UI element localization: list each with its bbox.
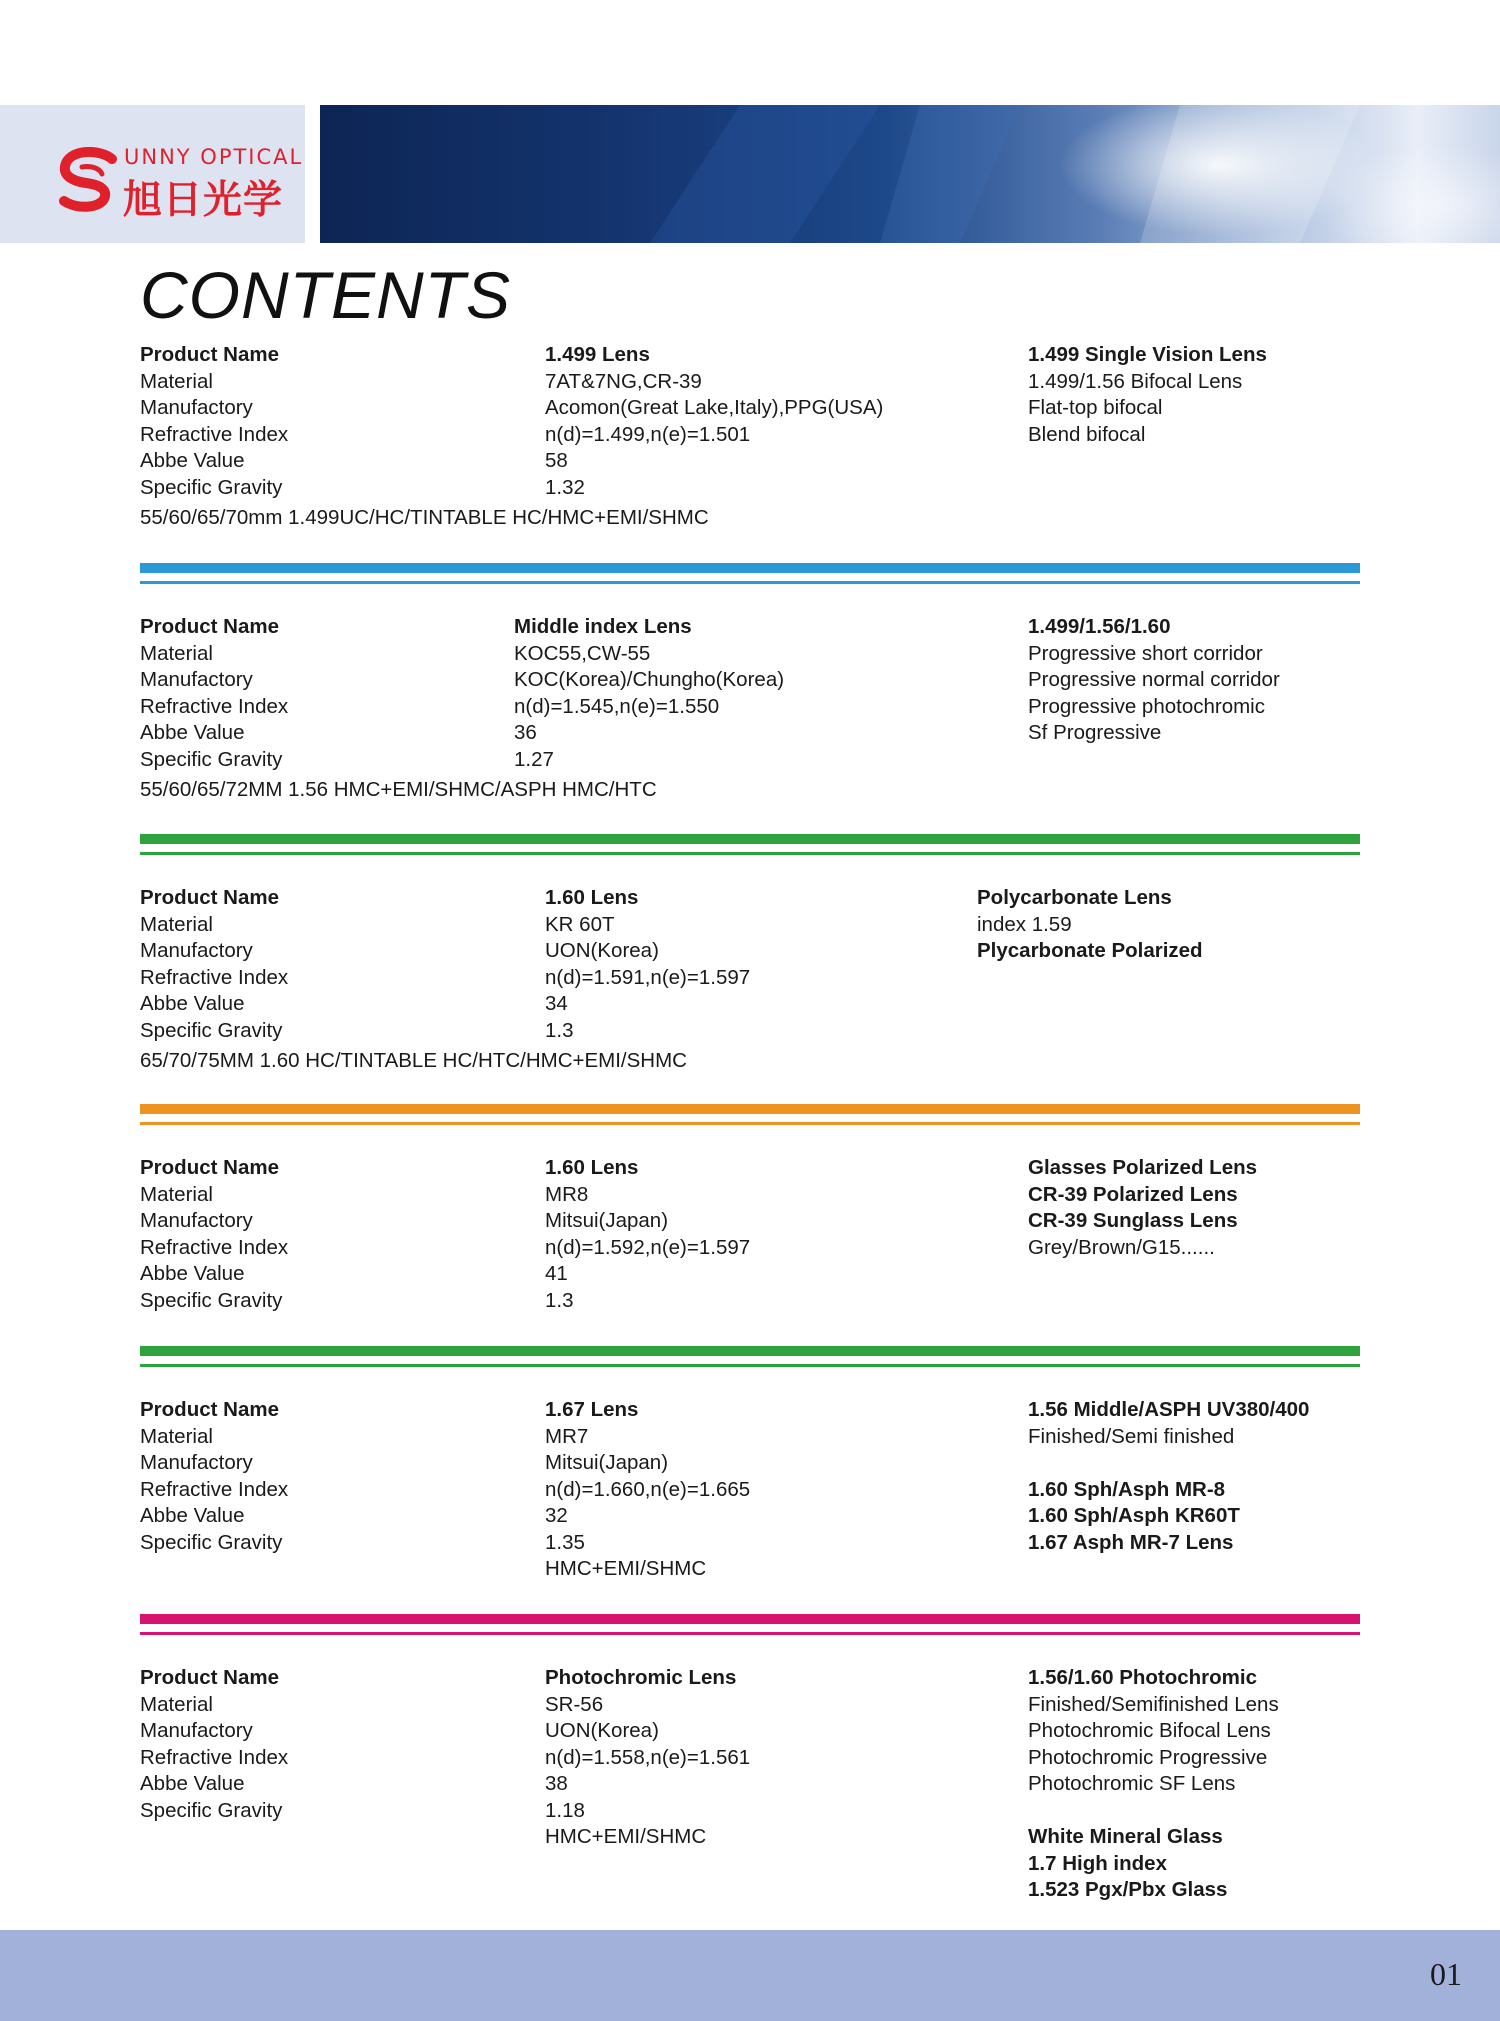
product-item: CR-39 Sunglass Lens [1028, 1209, 1238, 1232]
label-material: Material [140, 641, 213, 665]
value-product-name: Photochromic Lens [545, 1666, 737, 1689]
value-material: KOC55,CW-55 [514, 641, 651, 665]
product-item: Sf Progressive [1028, 721, 1162, 744]
product-item: Flat-top bifocal [1028, 396, 1163, 419]
value-manufactory: UON(Korea) [545, 939, 659, 962]
value-manufactory: UON(Korea) [545, 1719, 659, 1742]
value-refractive-index: n(d)=1.545,n(e)=1.550 [514, 694, 720, 718]
product-item: 1.60 Sph/Asph KR60T [1028, 1504, 1240, 1527]
section-divider [140, 1614, 1360, 1624]
banner-light-graphic [320, 105, 1500, 243]
value-specific-gravity: 1.27 [514, 747, 554, 771]
lens-section-167 [140, 1397, 1360, 1597]
value-abbe-value: 36 [514, 721, 537, 744]
product-list [1028, 1397, 1309, 1556]
value-specific-gravity: 1.35 [545, 1530, 585, 1554]
label-specific-gravity: Specific Gravity [140, 1018, 283, 1042]
product-item: Glasses Polarized Lens [1028, 1156, 1258, 1179]
spec-labels [140, 1155, 288, 1314]
label-material: Material [140, 1424, 213, 1448]
product-item: CR-39 Polarized Lens [1028, 1182, 1238, 1206]
brand-name-cn: 旭日光学 [123, 178, 284, 223]
product-item: 1.60 Sph/Asph MR-8 [1028, 1477, 1226, 1501]
value-manufactory: Mitsui(Japan) [545, 1209, 669, 1232]
label-manufactory: Manufactory [140, 668, 253, 691]
product-item: 1.56/1.60 Photochromic [1028, 1666, 1258, 1689]
product-list [1028, 1665, 1279, 1904]
spec-values [545, 1155, 750, 1314]
value-product-name: 1.67 Lens [545, 1398, 639, 1421]
product-list [977, 885, 1203, 965]
page-title: CONTENTS [140, 258, 511, 332]
value-abbe-value: 38 [545, 1772, 568, 1795]
value-abbe-value: 58 [545, 449, 568, 472]
page-number: 01 [1430, 1956, 1462, 1992]
product-item: Finished/Semi finished [1028, 1424, 1235, 1448]
spec-footer: 55/60/65/72MM 1.56 HMC+EMI/SHMC/ASPH HMC/HTC [140, 778, 657, 801]
product-item: Progressive normal corridor [1028, 668, 1280, 691]
label-product-name: Product Name [140, 1666, 279, 1689]
label-abbe-value: Abbe Value [140, 1772, 245, 1795]
value-manufactory: KOC(Korea)/Chungho(Korea) [514, 668, 785, 691]
product-item: 1.7 High index [1028, 1851, 1167, 1875]
label-specific-gravity: Specific Gravity [140, 747, 283, 771]
section-divider [140, 1346, 1360, 1356]
value-refractive-index: n(d)=1.499,n(e)=1.501 [545, 422, 751, 446]
label-refractive-index: Refractive Index [140, 965, 289, 989]
spec-labels [140, 614, 288, 773]
lens-section-photochromic [140, 1665, 1360, 1901]
section-divider [140, 563, 1360, 573]
brand-name-en: UNNY OPTICAL [124, 145, 304, 169]
product-item: 1.499 Single Vision Lens [1028, 343, 1267, 366]
label-refractive-index: Refractive Index [140, 1745, 289, 1769]
logo [0, 105, 305, 243]
product-item: Progressive short corridor [1028, 641, 1263, 665]
product-item: Progressive photochromic [1028, 694, 1265, 718]
value-material: KR 60T [545, 912, 615, 936]
label-product-name: Product Name [140, 343, 279, 366]
spec-values [545, 342, 883, 501]
value-specific-gravity: 1.18 [545, 1798, 585, 1822]
product-item: 1.523 Pgx/Pbx Glass [1028, 1878, 1228, 1901]
label-refractive-index: Refractive Index [140, 694, 289, 718]
value-specific-gravity: 1.3 [545, 1288, 574, 1312]
value-product-name: 1.60 Lens [545, 1156, 639, 1179]
lens-section-middle-index [140, 614, 1360, 814]
value-specific-gravity: 1.32 [545, 475, 585, 499]
spec-labels [140, 1665, 288, 1824]
product-item: 1.56 Middle/ASPH UV380/400 [1028, 1398, 1310, 1421]
value-material: MR8 [545, 1182, 589, 1206]
label-product-name: Product Name [140, 886, 279, 909]
product-item: White Mineral Glass [1028, 1825, 1223, 1848]
value-product-name: 1.499 Lens [545, 343, 650, 366]
label-specific-gravity: Specific Gravity [140, 1288, 283, 1312]
value-abbe-value: 32 [545, 1504, 568, 1527]
product-list [1028, 614, 1280, 747]
value-refractive-index: n(d)=1.591,n(e)=1.597 [545, 965, 751, 989]
spec-values [545, 885, 750, 1044]
product-item: Polycarbonate Lens [977, 886, 1172, 909]
label-specific-gravity: Specific Gravity [140, 475, 283, 499]
header [0, 105, 1500, 243]
label-manufactory: Manufactory [140, 1719, 253, 1742]
product-item: Blend bifocal [1028, 422, 1146, 446]
label-refractive-index: Refractive Index [140, 1235, 289, 1259]
label-abbe-value: Abbe Value [140, 1262, 245, 1285]
label-refractive-index: Refractive Index [140, 422, 289, 446]
value-refractive-index: n(d)=1.592,n(e)=1.597 [545, 1235, 751, 1259]
label-abbe-value: Abbe Value [140, 992, 245, 1015]
value-material: MR7 [545, 1424, 589, 1448]
label-specific-gravity: Specific Gravity [140, 1530, 283, 1554]
spec-footer: 55/60/65/70mm 1.499UC/HC/TINTABLE HC/HMC+EMI/SHMC [140, 506, 709, 529]
label-abbe-value: Abbe Value [140, 721, 245, 744]
spec-values [514, 614, 784, 773]
value-specific-gravity: 1.3 [545, 1018, 574, 1042]
value-refractive-index: n(d)=1.660,n(e)=1.665 [545, 1477, 751, 1501]
value-abbe-value: 34 [545, 992, 568, 1015]
spec-values [545, 1397, 750, 1583]
product-item: Photochromic SF Lens [1028, 1772, 1236, 1795]
spec-labels [140, 1397, 288, 1556]
product-item: index 1.59 [977, 912, 1072, 936]
value-material: SR-56 [545, 1692, 604, 1716]
spec-footer: 65/70/75MM 1.60 HC/TINTABLE HC/HTC/HMC+EMI/SHMC [140, 1049, 687, 1072]
product-item: Photochromic Bifocal Lens [1028, 1719, 1271, 1742]
lens-section-160-kr60t [140, 885, 1360, 1085]
label-abbe-value: Abbe Value [140, 1504, 245, 1527]
label-abbe-value: Abbe Value [140, 449, 245, 472]
label-manufactory: Manufactory [140, 1209, 253, 1232]
product-item: Grey/Brown/G15...... [1028, 1235, 1215, 1259]
product-item: Finished/Semifinished Lens [1028, 1692, 1279, 1716]
label-material: Material [140, 1692, 213, 1716]
product-list [1028, 342, 1267, 448]
label-product-name: Product Name [140, 615, 279, 638]
spec-values [545, 1665, 750, 1851]
label-manufactory: Manufactory [140, 396, 253, 419]
label-material: Material [140, 369, 213, 393]
label-material: Material [140, 1182, 213, 1206]
value-abbe-value: 41 [545, 1262, 568, 1285]
header-banner [320, 105, 1500, 243]
list-spacer [1028, 1798, 1279, 1825]
product-item: 1.67 Asph MR-7 Lens [1028, 1530, 1234, 1554]
lens-section-160-mr8 [140, 1155, 1360, 1355]
label-product-name: Product Name [140, 1398, 279, 1421]
label-manufactory: Manufactory [140, 1451, 253, 1474]
value-product-name: Middle index Lens [514, 615, 692, 638]
product-list [1028, 1155, 1257, 1261]
spec-labels [140, 885, 288, 1044]
value-refractive-index: n(d)=1.558,n(e)=1.561 [545, 1745, 751, 1769]
product-item: 1.499/1.56/1.60 [1028, 615, 1171, 638]
sunny-logo-icon [58, 147, 124, 213]
section-divider [140, 1104, 1360, 1114]
section-divider [140, 834, 1360, 844]
label-specific-gravity: Specific Gravity [140, 1798, 283, 1822]
footer-band [0, 1930, 1500, 2021]
label-material: Material [140, 912, 213, 936]
label-manufactory: Manufactory [140, 939, 253, 962]
value-product-name: 1.60 Lens [545, 886, 639, 909]
value-coating: HMC+EMI/SHMC [545, 1557, 707, 1580]
list-spacer [1028, 1450, 1309, 1477]
label-refractive-index: Refractive Index [140, 1477, 289, 1501]
product-item: Plycarbonate Polarized [977, 939, 1203, 962]
value-manufactory: Mitsui(Japan) [545, 1451, 669, 1474]
spec-labels [140, 342, 288, 501]
lens-section-1499 [140, 342, 1360, 542]
product-item: Photochromic Progressive [1028, 1745, 1268, 1769]
product-item: 1.499/1.56 Bifocal Lens [1028, 369, 1243, 393]
value-coating: HMC+EMI/SHMC [545, 1825, 707, 1848]
value-material: 7AT&7NG,CR-39 [545, 369, 702, 393]
value-manufactory: Acomon(Great Lake,Italy),PPG(USA) [545, 396, 884, 419]
label-product-name: Product Name [140, 1156, 279, 1179]
